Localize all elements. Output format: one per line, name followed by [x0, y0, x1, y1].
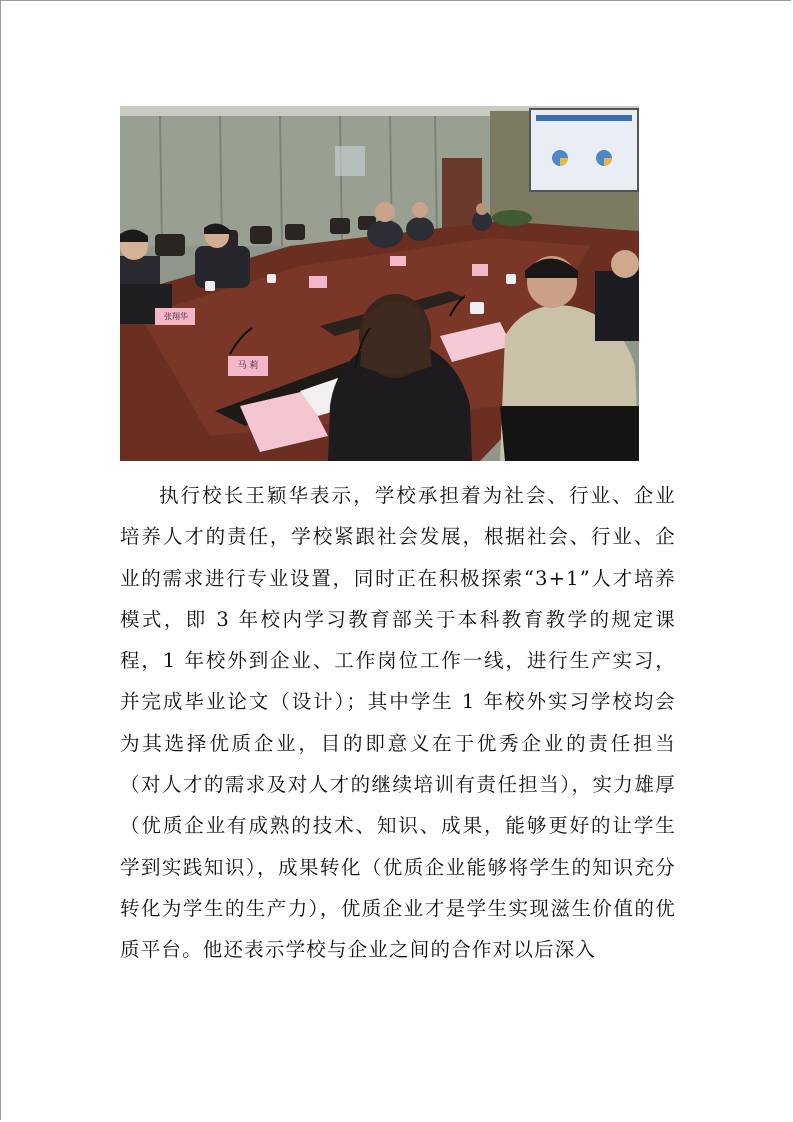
nameplate-2: 马 莉 — [237, 361, 259, 371]
meeting-photo — [120, 106, 639, 461]
body-paragraph: 执行校长王颖华表示，学校承担着为社会、行业、企业培养人才的责任，学校紧跟社会发展，根据社会、行业、企业的需求进行专业设置，同时正在积极探索“3+1”人才培养模式，即 3 年校内学习教育部关于本科教育教学的规定课程，1 年校外到企业、工作岗位工作一线，进行生产实习，并完成毕业论文（设计）；其中学生 1 年校外实习学校均会为其选择优质企业，目的即意义在于优秀企业的责任担当（对人才的需求及对人才的继续培训有责任担当），实力雄厚（优质企业有成熟的技术、知识、成果，能够更好的让学生学到实践知识），成果转化（优质企业能够将学生的知识充分转化为学生的生产力），优质企业才是学生实现滋生价值的优质平台。他还表示学校与企业之间的合作对以后深入 — [120, 484, 676, 962]
nameplate-1: 张翔华 — [164, 312, 188, 321]
